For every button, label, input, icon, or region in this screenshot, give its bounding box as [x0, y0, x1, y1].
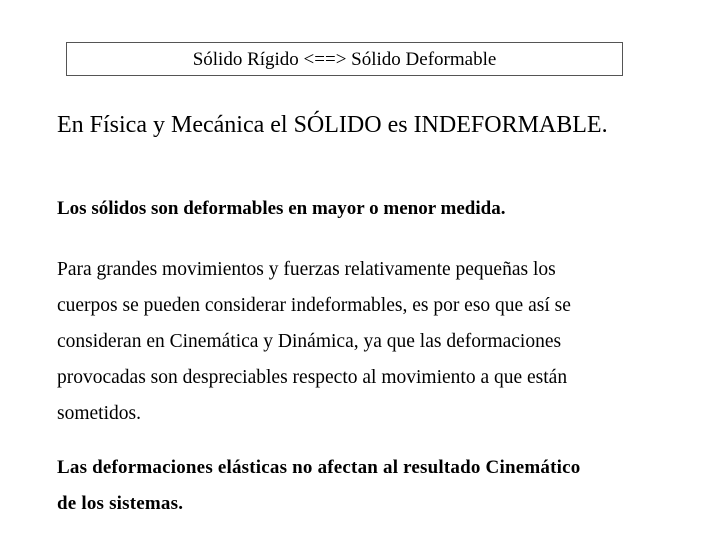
conclusion-line: de los sistemas. [57, 493, 184, 514]
paragraph-line: cuerpos se pueden considerar indeformables, es por eso que así se [57, 295, 571, 316]
paragraph-line: sometidos. [57, 403, 141, 424]
slide-title: Sólido Rígido <==> Sólido Deformable [192, 49, 497, 70]
slide-title-box [66, 42, 623, 76]
headline: En Física y Mecánica el SÓLIDO es INDEFORMABLE. [57, 112, 608, 138]
paragraph-line: consideran en Cinemática y Dinámica, ya que las deformaciones [57, 331, 562, 352]
conclusion-line: Las deformaciones elásticas no afectan al resultado Cinemático [57, 457, 581, 478]
paragraph-line: Para grandes movimientos y fuerzas relativamente pequeñas los [57, 259, 556, 280]
statement: Los sólidos son deformables en mayor o menor medida. [57, 198, 506, 219]
conclusion [57, 450, 712, 522]
explanation-paragraph [57, 252, 707, 432]
paragraph-line: provocadas son despreciables respecto al movimiento a que están [57, 367, 568, 388]
